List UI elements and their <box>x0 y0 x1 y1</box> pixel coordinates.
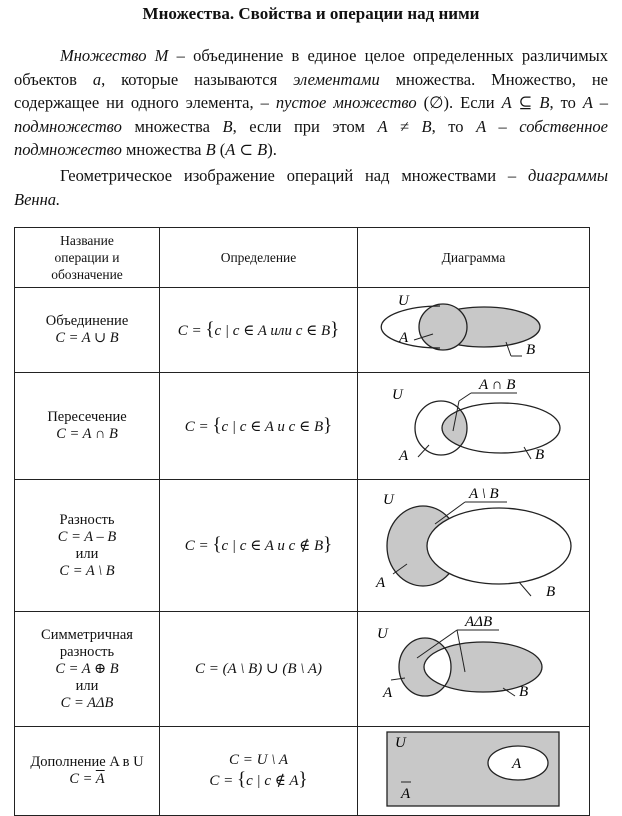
op-notation: C = A ∪ B <box>55 330 119 346</box>
def-text: c | c ∈ A и c ∈ B <box>221 418 324 435</box>
label-u: U <box>382 492 394 508</box>
label-a-complement: A <box>400 786 410 802</box>
label-u: U <box>391 387 403 403</box>
brace: { <box>236 769 247 790</box>
label-a: A <box>398 448 408 464</box>
formula: A ≠ B <box>377 116 432 136</box>
venn-difference <box>359 480 589 606</box>
op-name-cell <box>15 480 160 612</box>
leader-line <box>459 393 471 401</box>
header-line: обозначение <box>51 267 123 282</box>
table-row-intersection <box>15 373 590 480</box>
formula: A ⊆ B <box>501 93 550 113</box>
venn-symmetric-difference <box>359 612 589 721</box>
formula: B <box>205 140 216 160</box>
op-definition: C = (A \ B) ∪ (B \ A) <box>160 612 358 727</box>
leader-line <box>519 582 531 596</box>
operations-table <box>14 227 590 816</box>
page-title: Множества. Свойства и операции над ними <box>142 4 480 23</box>
label-a: A <box>375 575 385 591</box>
label-b: B <box>534 447 544 463</box>
table-row-symmetric-difference <box>15 612 590 727</box>
op-name: Разность <box>59 511 115 528</box>
table-row-union <box>15 288 590 373</box>
label-a: A <box>511 756 521 772</box>
op-diagram-cell <box>358 373 590 480</box>
text-fragment: – объединение в единое целое определенных различимых объектов <box>14 46 608 89</box>
op-name-cell <box>15 288 160 373</box>
brace: { <box>212 534 222 555</box>
label-u: U <box>397 293 409 309</box>
op-notation <box>15 771 159 788</box>
label-u: U <box>394 735 406 751</box>
text-fragment: , которые называются <box>101 69 294 89</box>
table-row-complement <box>15 727 590 816</box>
text-fragment: ). <box>267 140 277 160</box>
op-notation: C = A – B <box>57 528 117 545</box>
brace: } <box>323 534 333 555</box>
label-op: A ∩ B <box>478 377 515 393</box>
def-text: c | c ∈ A и c ∉ B <box>221 538 324 554</box>
term-subset: A – подмножество <box>14 93 608 136</box>
header-line: операции и <box>54 250 120 265</box>
op-definition <box>160 727 358 816</box>
venn-complement <box>359 727 589 810</box>
op-notation-alt: C = A \ B <box>59 562 115 579</box>
text-fragment: множества. Множество, не содержащее ни одного элемента, – <box>14 69 608 113</box>
op-name-cell <box>15 727 160 816</box>
term-empty-set: пустое множество <box>275 93 417 113</box>
term-elements: элементами <box>293 69 380 89</box>
label-op: AΔB <box>464 614 492 630</box>
brace: } <box>330 318 340 340</box>
header-definition: Определение <box>160 228 358 288</box>
op-name-line2: разность <box>59 643 115 660</box>
term-venn: диаграммы Венна. <box>14 166 608 209</box>
op-definition <box>160 480 358 612</box>
def-line: C = U \ A <box>228 752 289 768</box>
op-name: Пересечение <box>47 409 127 425</box>
op-diagram-cell <box>358 480 590 612</box>
text-fragment: ( <box>215 140 226 160</box>
text-fragment: , то <box>431 116 477 136</box>
op-diagram-cell <box>358 727 590 816</box>
op-definition <box>160 288 358 373</box>
label-u: U <box>376 626 388 642</box>
brace: } <box>298 769 308 790</box>
op-diagram-cell <box>358 288 590 373</box>
op-or: или <box>75 677 99 694</box>
set-a-shape <box>419 304 467 350</box>
set-b-shape <box>427 508 571 584</box>
text-fragment: множества <box>121 140 206 160</box>
def-text: c | c ∉ A <box>246 773 299 789</box>
def-text: C = <box>209 773 237 789</box>
notation-complement: $\overline{A}$ <box>95 771 105 787</box>
header-name <box>15 228 160 288</box>
brace: } <box>323 414 333 436</box>
label-b: B <box>525 342 535 358</box>
text-fragment: множества <box>121 116 223 136</box>
label-op: A \ B <box>468 486 499 502</box>
text-fragment: , если при этом <box>232 116 378 136</box>
label-a: A <box>398 330 408 346</box>
op-notation-alt: C = AΔB <box>60 694 114 711</box>
label-a: A <box>382 685 392 701</box>
label-b: B <box>518 684 528 700</box>
text-fragment: , то <box>549 93 583 113</box>
leader-line <box>524 447 531 459</box>
op-definition <box>160 373 358 480</box>
def-text: C = <box>177 322 206 339</box>
intro-paragraph-1 <box>14 44 608 162</box>
header-line: Название <box>60 233 114 248</box>
brace: { <box>205 318 215 340</box>
notation-text: C = <box>69 771 96 787</box>
def-text: C = <box>184 418 213 435</box>
op-name-cell <box>15 612 160 727</box>
op-or: или <box>75 545 99 562</box>
op-name: Дополнение A в U <box>30 754 144 770</box>
op-diagram-cell <box>358 612 590 727</box>
term-object: а <box>92 69 102 89</box>
venn-intersection <box>359 373 589 474</box>
op-name: Объединение <box>45 313 129 329</box>
text-fragment: (∅). Если <box>416 93 502 113</box>
formula: A ⊂ B <box>225 140 268 160</box>
def-text: C = <box>184 538 213 554</box>
venn-union <box>359 288 589 367</box>
def-line <box>160 770 357 791</box>
term-proper-subset: A – собственное подмножество <box>14 116 608 160</box>
term-set: Множество М <box>60 46 169 65</box>
formula: B <box>222 116 233 136</box>
text-fragment: Геометрическое изображение операций над множествами – <box>60 166 528 185</box>
intro-paragraph-2 <box>14 164 608 211</box>
def-text: c | c ∈ A или c ∈ B <box>214 322 331 339</box>
op-name: Симметричная <box>41 626 133 643</box>
table-header-row <box>15 228 590 288</box>
label-b: B <box>545 584 555 600</box>
table-row-difference <box>15 480 590 612</box>
brace: { <box>212 414 222 436</box>
op-name-cell <box>15 373 160 480</box>
header-diagram: Диаграмма <box>358 228 590 288</box>
op-notation: C = A ⊕ B <box>55 660 119 677</box>
op-notation: C = A ∩ B <box>56 426 118 442</box>
